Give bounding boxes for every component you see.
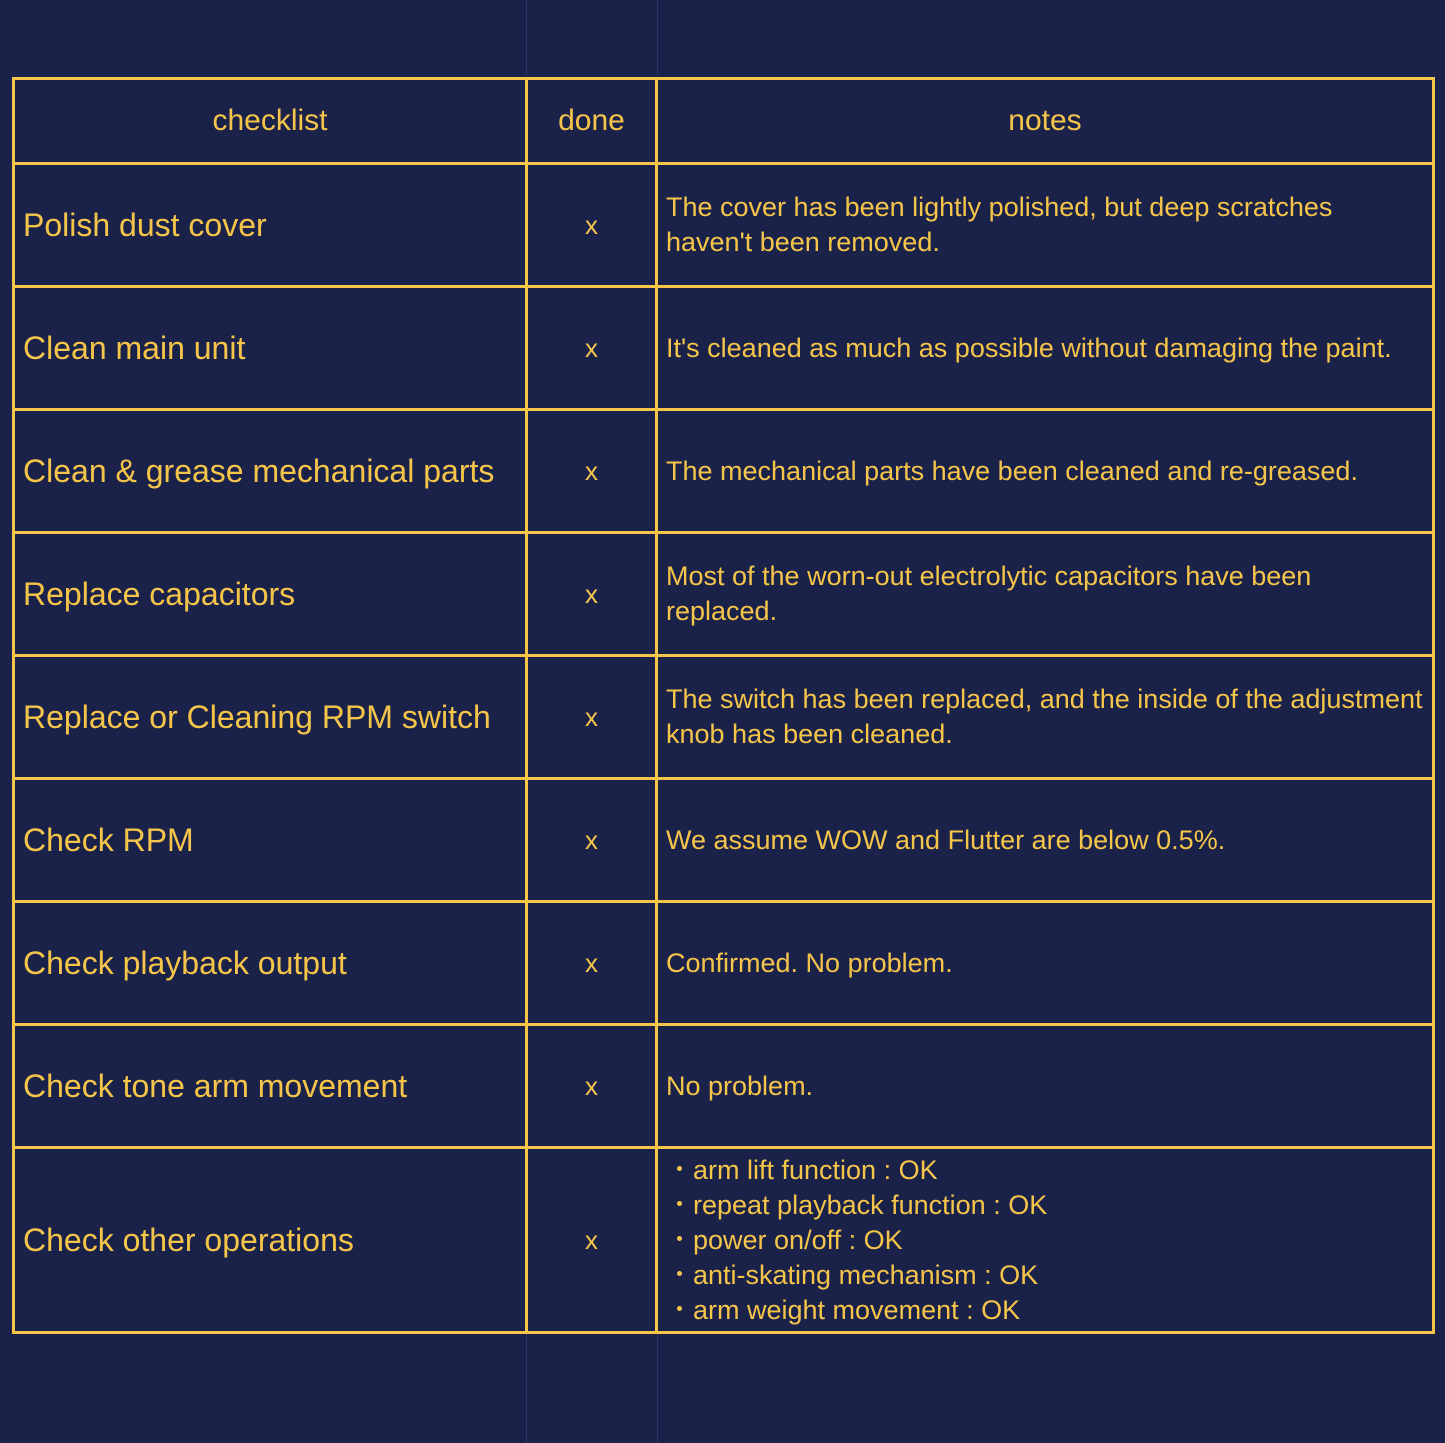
done-mark: x [527,779,657,902]
checklist-item: Replace capacitors [14,533,527,656]
table-row [14,533,1434,656]
list-item: ・ anti-skating mechanism : OK [666,1258,1424,1293]
checklist-item: Check RPM [14,779,527,902]
list-item: ・ power on/off : OK [666,1223,1424,1258]
done-mark: x [527,164,657,287]
checklist-item: Polish dust cover [14,164,527,287]
table-row [14,1025,1434,1148]
note-text: The switch has been replaced, and the inside of the adjustment knob has been cleaned. [657,656,1434,779]
done-mark: x [527,1025,657,1148]
checklist-item: Check playback output [14,902,527,1025]
header-notes: notes [657,79,1434,164]
table-row [14,902,1434,1025]
table-row [14,779,1434,902]
checklist-item: Replace or Cleaning RPM switch [14,656,527,779]
note-text: Confirmed. No problem. [657,902,1434,1025]
note-text: It's cleaned as much as possible without damaging the paint. [657,287,1434,410]
header-done: done [527,79,657,164]
done-mark: x [527,287,657,410]
done-mark: x [527,1148,657,1333]
done-mark: x [527,533,657,656]
checklist-item: Check other operations [14,1148,527,1333]
table-row [14,1148,1434,1333]
note-text: The cover has been lightly polished, but deep scratches haven't been removed. [657,164,1434,287]
checklist-item: Clean & grease mechanical parts [14,410,527,533]
note-text: The mechanical parts have been cleaned and re-greased. [657,410,1434,533]
header-row [14,79,1434,164]
note-text: No problem. [657,1025,1434,1148]
done-mark: x [527,902,657,1025]
header-checklist: checklist [14,79,527,164]
operations-list [666,1153,1424,1328]
note-cell [657,1148,1434,1333]
note-text: We assume WOW and Flutter are below 0.5%. [657,779,1434,902]
table-row [14,287,1434,410]
checklist-item: Check tone arm movement [14,1025,527,1148]
done-mark: x [527,410,657,533]
list-item: ・ arm weight movement : OK [666,1293,1424,1328]
note-text: Most of the worn-out electrolytic capacitors have been replaced. [657,533,1434,656]
list-item: ・ repeat playback function : OK [666,1188,1424,1223]
table-row [14,656,1434,779]
checklist-item: Clean main unit [14,287,527,410]
table-row [14,410,1434,533]
list-item: ・ arm lift function : OK [666,1153,1424,1188]
table-row [14,164,1434,287]
checklist-table [12,77,1435,1334]
done-mark: x [527,656,657,779]
